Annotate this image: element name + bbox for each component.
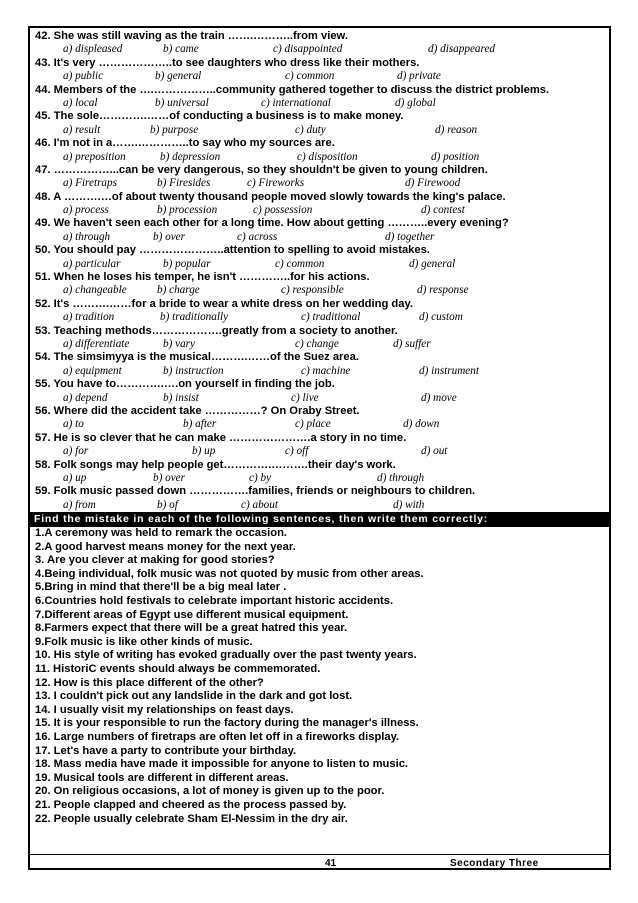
answer-option[interactable]: b) general [155, 70, 202, 83]
answer-options [35, 338, 605, 351]
question-text [35, 30, 605, 43]
answer-option[interactable]: d) suffer [393, 337, 431, 350]
answer-option[interactable]: a) process [63, 204, 109, 217]
answer-option[interactable]: c) machine [301, 364, 351, 377]
question-number: 48. [35, 190, 51, 203]
mistake-sentence: 21. People clapped and cheered as the process passed by. [35, 798, 347, 811]
answer-option[interactable]: b) vary [163, 337, 195, 350]
answer-option[interactable]: a) displeased [63, 43, 123, 56]
answer-option[interactable]: a) for [63, 445, 89, 458]
answer-option[interactable]: d) global [395, 96, 436, 109]
answer-options [35, 418, 605, 431]
mistake-sentence: 1.A ceremony was held to remark the occasion. [35, 527, 288, 540]
question-number: 53. [35, 324, 51, 337]
page-footer [30, 854, 609, 871]
mistake-sentence-list [35, 527, 605, 826]
answer-option[interactable]: d) Firewood [405, 177, 461, 190]
answer-option[interactable]: d) reason [435, 123, 478, 136]
mistake-sentence: 9.Folk music is like other kinds of music. [35, 635, 253, 648]
answer-options [35, 204, 605, 217]
question-stem: It's very ………………..to see daughters who dress like their mothers. [53, 56, 420, 69]
question-stem: You have to………….….on yourself in finding the job. [53, 378, 335, 391]
question-number: 59. [35, 485, 51, 498]
mistake-sentence: 12. How is this place different of the other? [35, 676, 264, 689]
mistake-sentence: 16. Large numbers of firetraps are often let off in a fireworks display. [35, 730, 400, 743]
answer-options [35, 311, 605, 324]
question-number: 58. [35, 458, 51, 471]
answer-option[interactable]: a) from [63, 498, 96, 511]
answer-option[interactable]: a) to [63, 418, 84, 431]
mistake-sentence: 11. HistoriC events should always be commemorated. [35, 663, 321, 675]
question-text [35, 459, 605, 472]
answer-option[interactable]: a) preposition [63, 150, 126, 163]
answer-option[interactable]: c) international [261, 96, 331, 109]
question-text [35, 378, 605, 391]
worksheet-content [35, 30, 605, 826]
answer-option[interactable]: c) traditional [301, 311, 361, 324]
question-number: 47. [35, 163, 51, 176]
answer-options [35, 177, 605, 190]
answer-option[interactable]: b) depression [160, 150, 221, 163]
question-text [35, 57, 605, 70]
mistake-sentence: 17. Let's have a party to contribute your birthday. [35, 744, 297, 757]
question-number: 51. [35, 271, 51, 284]
answer-option[interactable]: a) differentiate [63, 337, 130, 350]
answer-option[interactable]: a) local [63, 96, 98, 109]
mistake-sentence: 20. On religious occasions, a lot of money is given up to the poor. [35, 785, 385, 798]
answer-option[interactable]: d) response [417, 284, 469, 297]
question-stem: Folk music passed down …………….families, friends or neighbours to children. [53, 485, 476, 498]
answer-option[interactable]: b) popular [163, 257, 211, 270]
question-text [35, 137, 605, 150]
mistake-sentence: 18. Mass media have made it impossible for anyone to listen to music. [35, 758, 409, 771]
answer-option[interactable]: c) by [249, 471, 272, 484]
question-stem: The sole………….……of conducting a business is to make money. [53, 110, 404, 123]
answer-option[interactable]: c) disposition [297, 150, 358, 163]
question-number: 55. [35, 378, 51, 391]
question-text [35, 325, 605, 338]
answer-options [35, 231, 605, 244]
answer-option[interactable]: c) off [285, 445, 309, 458]
answer-option[interactable]: b) Firesides [157, 177, 211, 190]
question-text [35, 84, 605, 97]
question-text [35, 164, 605, 177]
answer-options [35, 97, 605, 110]
answer-options [35, 365, 605, 378]
level-label: Secondary Three [450, 858, 539, 869]
question-number: 49. [35, 217, 51, 230]
answer-option[interactable]: b) over [153, 230, 185, 243]
answer-option[interactable]: c) live [291, 391, 319, 404]
answer-options [35, 124, 605, 137]
answer-option[interactable]: b) came [163, 43, 199, 56]
question-number: 57. [35, 431, 51, 444]
answer-option[interactable]: d) general [409, 257, 456, 270]
answer-option[interactable]: b) charge [157, 284, 200, 297]
answer-option[interactable]: d) through [377, 471, 425, 484]
question-text [35, 110, 605, 123]
answer-option[interactable]: a) through [63, 230, 111, 243]
question-number: 54. [35, 351, 51, 364]
answer-options [35, 258, 605, 271]
answer-option[interactable]: a) depend [63, 391, 108, 404]
question-stem: It's ……….……for a bride to wear a white dress on her wedding day. [53, 297, 413, 310]
answer-option[interactable]: b) traditionally [160, 311, 229, 324]
question-stem: A ……….…of about twenty thousand people moved slowly towards the king's palace. [53, 190, 506, 203]
mistake-sentence: 3. Are you clever at making for good stories? [35, 554, 275, 567]
question-stem: You should pay …………………..attention to spelling to avoid mistakes. [53, 244, 430, 257]
question-stem: Members of the ….……………..community gathered together to discuss the district problems. [53, 83, 550, 96]
answer-option[interactable]: b) of [157, 498, 178, 511]
mistake-sentence: 8.Farmers expect that there will be a great hatred this year. [35, 622, 348, 635]
answer-option[interactable]: d) custom [419, 311, 463, 324]
answer-options [35, 392, 605, 405]
answer-option[interactable]: b) insist [163, 391, 199, 404]
answer-option[interactable]: d) position [431, 150, 480, 163]
mistake-sentence: 19. Musical tools are different in different areas. [35, 771, 289, 784]
mistake-sentence: 13. I couldn't pick out any landslide in the dark and got lost. [35, 690, 353, 703]
question-number: 50. [35, 244, 51, 257]
answer-option[interactable]: b) procession [157, 204, 218, 217]
question-number: 45. [35, 110, 51, 123]
answer-option[interactable]: b) purpose [150, 123, 199, 136]
answer-option[interactable]: a) particular [63, 257, 121, 270]
answer-option[interactable]: c) responsible [281, 284, 344, 297]
answer-option[interactable]: d) instrument [419, 364, 479, 377]
answer-option[interactable]: d) down [403, 418, 440, 431]
mistake-sentence: 7.Different areas of Egypt use different musical equipment. [35, 608, 349, 621]
mistake-sentence: 4.Being individual, folk music was not quoted by music from other areas. [35, 567, 424, 580]
answer-option[interactable]: d) move [421, 391, 457, 404]
answer-option[interactable]: c) disappointed [273, 43, 343, 56]
answer-option[interactable]: d) private [397, 70, 441, 83]
answer-option[interactable]: c) common [275, 257, 325, 270]
answer-option[interactable]: b) over [153, 471, 185, 484]
section-header: Find the mistake in each of the following sentences, then write them correctly: [30, 512, 609, 527]
question-text [35, 191, 605, 204]
answer-option[interactable]: c) place [295, 418, 331, 431]
question-text [35, 298, 605, 311]
answer-options [35, 445, 605, 458]
question-number: 43. [35, 56, 51, 69]
question-text [35, 432, 605, 445]
mistake-sentence: 22. People usually celebrate Sham El-Nessim in the dry air. [35, 812, 348, 825]
answer-options [35, 151, 605, 164]
answer-option[interactable]: a) public [63, 70, 104, 83]
question-stem: Teaching methods……………….greatly from a society to another. [53, 324, 398, 337]
question-text [35, 244, 605, 257]
question-stem: When he loses his temper, he isn't …………..for his actions. [53, 271, 370, 284]
answer-option[interactable]: b) universal [155, 96, 209, 109]
answer-option[interactable]: a) changeable [63, 284, 127, 297]
answer-option[interactable]: c) common [285, 70, 335, 83]
question-stem: ……………...can be very dangerous, so they shouldn't be given to young children. [53, 163, 488, 176]
answer-options [35, 499, 605, 512]
question-stem: We haven't seen each other for a long time. How about getting ………..every evening? [53, 217, 509, 230]
question-number: 46. [35, 137, 51, 150]
mistake-sentence: 14. I usually visit my relationships on feast days. [35, 703, 294, 716]
answer-option[interactable]: c) change [295, 337, 339, 350]
question-stem: I'm not in a…….…………..to say who my sources are. [53, 137, 335, 150]
question-text [35, 351, 605, 364]
question-number: 42. [35, 30, 51, 42]
answer-option[interactable]: c) across [237, 230, 278, 243]
mcq-list [35, 30, 605, 512]
answer-option[interactable]: b) up [192, 445, 216, 458]
answer-option[interactable]: c) about [241, 498, 278, 511]
answer-option[interactable]: c) possession [253, 204, 313, 217]
mistake-sentence: 2.A good harvest means money for the next year. [35, 540, 296, 553]
question-text [35, 405, 605, 418]
question-stem: The simsimyya is the musical……….……of the Suez area. [53, 351, 359, 364]
answer-option[interactable]: d) contest [421, 204, 465, 217]
question-number: 44. [35, 83, 51, 96]
answer-options [35, 70, 605, 83]
question-number: 52. [35, 297, 51, 310]
question-text [35, 217, 605, 230]
question-stem: Where did the accident take ……………? On Oraby Street. [53, 404, 360, 417]
answer-option[interactable]: a) result [63, 123, 101, 136]
answer-option[interactable]: c) Fireworks [247, 177, 305, 190]
question-text [35, 271, 605, 284]
answer-option[interactable]: a) equipment [63, 364, 122, 377]
answer-options [35, 284, 605, 297]
mistake-sentence: 15. It is your responsible to run the factory during the manager's illness. [35, 717, 419, 730]
question-text [35, 485, 605, 498]
answer-option[interactable]: d) disappeared [428, 43, 496, 56]
question-stem: Folk songs may help people get………….……….their day's work. [53, 458, 396, 471]
answer-option[interactable]: a) tradition [63, 311, 115, 324]
answer-option[interactable]: d) with [393, 498, 425, 511]
answer-option[interactable]: b) after [183, 418, 217, 431]
question-number: 56. [35, 404, 51, 417]
worksheet-page [28, 26, 611, 870]
question-stem: She was still waving as the train …….………..from view. [53, 30, 348, 42]
answer-option[interactable]: d) out [421, 445, 448, 458]
answer-options [35, 43, 605, 56]
answer-option[interactable]: d) together [385, 230, 435, 243]
answer-option[interactable]: a) up [63, 471, 87, 484]
answer-option[interactable]: a) Firetraps [63, 177, 117, 190]
mistake-sentence: 5.Bring in mind that there'll be a big meal later . [35, 581, 287, 594]
answer-options [35, 472, 605, 485]
mistake-sentence: 10. His style of writing has evoked gradually over the past twenty years. [35, 649, 417, 662]
answer-option[interactable]: b) instruction [163, 364, 224, 377]
question-stem: He is so clever that he can make ………………….a story in no time. [53, 431, 407, 444]
page-number: 41 [325, 858, 337, 869]
answer-option[interactable]: c) duty [295, 123, 326, 136]
mistake-sentence: 6.Countries hold festivals to celebrate important historic accidents. [35, 595, 394, 608]
